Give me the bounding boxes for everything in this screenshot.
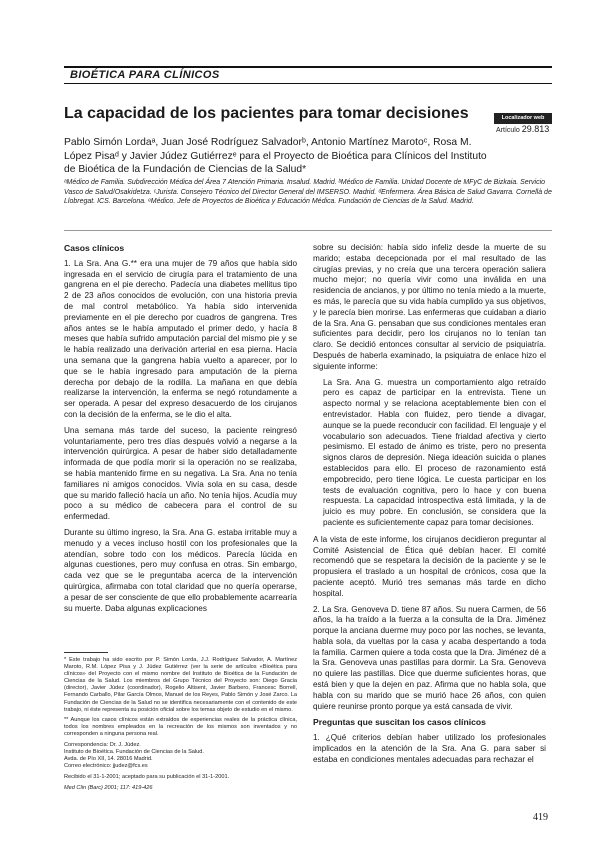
section-label: BIOÉTICA PARA CLÍNICOS (70, 69, 220, 81)
case-1-continuation: sobre su decisión: había sido infeliz desde la muerte de su marido; estaba decepcionada por el mal resultado de las cirugías previas, y no creía que una tercera operación saliera mucho mejor; no quería vivir como una inválida en una residencia de ancianos, y por último no tenía miedo a la muerte, es más, le parecía que su vida había cumplido ya sus objetivos, y le parecía bien morirse. Las enfermeras que cuidaban a diario de la Sra. Ana G. pensaban que sus condiciones mentales eran suficientes para decidir, pero los cirujanos no lo tenían tan claro. Se decidió entonces consultar al servicio de psiquiatría. Después de haberla examinado, la psiquiatra de enlace hizo el siguiente informe: (313, 243, 546, 371)
footnote-divider (64, 652, 108, 653)
affiliation-divider (64, 230, 552, 231)
psychiatry-report-quote: La Sra. Ana G. muestra un comportamiento algo retraído pero es capaz de participar en la entrevista. Tiene un aspecto normal y se relaciona aceptablemente bien con el entrevistador. Habla con fluidez, pero tiende a divagar, aunque se la puede reconducir con facilidad. El lenguaje y el vocabulario son adecuados. Tiene frialdad afectiva y cierto pesimismo. El estado de ánimo es triste, pero no presenta signos claros de depresión. Niega ideación suicida o planes establecidos para ello. El proceso de razonamiento está empobrecido, pero tiene lógica. Le cuesta participar en los tests de evaluación cognitiva, pero lo hace y con buena respuesta. La capacidad introspectiva está limitada, y la de juicio es muy pobre. En conclusión, se considera que la paciente es suficientemente capaz para tomar decisiones. (323, 377, 546, 527)
questions-heading: Preguntas que suscitan los casos clínicos (313, 717, 486, 728)
web-locator-tag: Localizador web (494, 113, 552, 124)
case-1-paragraph: 1. La Sra. Ana G.** era una mujer de 79 años que había sido ingresada en el servicio de cirugía para el tratamiento de una gangrena en el pie derecho. Padecía una diabetes mellitus tipo 2 de 23 años conocidos de evolución, con una historia previa de mal control metabólico. Ya había sido intervenida previamente en el pie derecho por cuadros de gangrena. Tres años antes se le había amputado el primer dedo, y hacía 8 meses que había sufrido amputación parcial del mismo pie y se le había realizado una derivación arterial en esa pierna. Hacía una semana que la gangrena había vuelto a aparecer, por lo que se le había ingresado para amputación de la pierna derecha por debajo de la rodilla. La mañana en que debía realizarse la intervención, la enferma se negó rotundamente a ser operada. A pesar del expreso desacuerdo de los cirujanos con la decisión de la enferma, se le dio el alta. (64, 258, 297, 419)
web-locator-code: 29.813 (521, 124, 550, 134)
left-column (64, 243, 297, 619)
footnote: * Este trabajo ha sido escrito por P. Simón Lorda, J.J. Rodríguez Salvador, A. Martínez Maroto, R.M. López Pisa y J. Júdez Gutiérrez (ver la serie de artículos «Bioética para clínicos» del Proyecto con el mismo nombre del Instituto de Bioética de la Fundación de Ciencias de la Salud. Los miembros del Grupo Técnico del Proyecto son: Diego Gracia (director), Javier Júdez (coordinador), Rogelio Altisent, Javier Barbero, Francesc Borrell, Fernando Carballo, Pilar García Olmos, Manuel de los Reyes, Pablo Simón y José Zarco. La Fundación de Ciencias de la Salud no se identifica necesariamente con el contenido de este trabajo, ni éste representa su posición oficial sobre los temas objeto de estudio en el mismo. (64, 657, 297, 713)
correspondence-line: Avda. de Pío XII, 14. 28016 Madrid. (64, 756, 153, 763)
right-column (313, 243, 546, 771)
correspondence-line: Correspondencia: Dr. J. Júdez. (64, 742, 141, 749)
case-2-paragraph: 2. La Sra. Genoveva D. tiene 87 años. Su nuera Carmen, de 56 años, la ha traído a la fuerza a la consulta de la Dra. Jiménez porque la anciana duerme muy poco por las noches, se levanta, habla sola, da vueltas por la casa y acaba despertando a toda la familia. Carmen quiere a toda costa que la Dra. Jiménez dé a la Sra. Genoveva unas pastillas para dormir. La Sra. Genoveva no quiere las pastillas. Dice que duerme suficientes horas, que está bien y que la dejen en paz. Afirma que no habla sola, que habla con su marido que se murió hace 26 años, con quien quiere reunirse pronto porque ya está cansada de vivir. (313, 604, 546, 711)
page-number: 419 (533, 812, 548, 823)
case-1-paragraph: Durante su último ingreso, la Sra. Ana G. estaba irritable muy a menudo y a veces incluso hostil con los profesionales que la atendían, sobre todo con los médicos. Parecía lúcida en algunas cuestiones, pero muy confusa en otras. Sin embargo, cada vez que se le preguntaba acerca de la intervención quirúrgica, afirmaba con total claridad que no quería operarse, a pesar de ser consciente de que ello probablemente acarrearía su muerte. Daba algunas explicaciones (64, 527, 297, 613)
cases-heading: Casos clínicos (64, 243, 125, 253)
header-rule-bottom (64, 83, 552, 84)
received-date: Recibido el 31-1-2001; aceptado para su publicación el 31-1-2001. (64, 774, 230, 781)
case-1-paragraph: Una semana más tarde del suceso, la paciente reingresó voluntariamente, pero tres días después volvió a negarse a la intervención quirúrgica. A pesar de haber sido detalladamente informada de que podía morir si la operación no se realizaba, se había mantenido firme en su negativa. La Sra. Ana no tenía familiares ni amigos conocidos. Vivía sola en su casa, desde que su marido falleció hacía un año. No tenía hijos. Acudía muy poco a su médico de cabecera para el control de su enfermedad. (64, 425, 297, 522)
web-locator-ref (494, 124, 552, 136)
question-1-paragraph: 1. ¿Qué criterios debían haber utilizado los profesionales implicados en la atención de la Sra. Ana G. para saber si estaba en condiciones mentales adecuadas para rechazar el (313, 733, 546, 764)
author-list: Pablo Simón Lordaᵃ, Juan José Rodríguez Salvadorᵇ, Antonio Martínez Marotoᶜ, Rosa M. López Pisaᵈ y Javier Júdez Gutiérrezᵉ para el Proyecto de Bioética para Clínicos del Instituto de Bioética de la Fundación de Ciencias de la Salud* (64, 137, 487, 175)
footnotes (64, 657, 297, 795)
correspondence-line: Instituto de Bioética. Fundación de Ciencias de la Salud. (64, 749, 204, 756)
section-header (64, 66, 552, 84)
citation-text: Med Clin (Barc) 2001; 117: 419-426 (64, 784, 153, 791)
web-locator-badge (494, 113, 552, 137)
affiliations: ᵃMédico de Familia. Subdirección Médica del Área 7 Atención Primaria. Insalud. Madrid. ᵇMédico de Familia. Unidad Docente de MFyC de Bizkaia. Servicio Vasco de Salud/Osakidetza. ᶜJurista. Consejero Técnico del Director General del IMSERSO. Madrid. ᵈEnfermera. Área Básica de Salud Gavarra. Cornellà de Llobregat. ICS. Barcelona. ᵉMédico. Jefe de Proyectos de Bioética y Educación Médica. Fundación de Ciencias de la Salud. Madrid. (64, 179, 552, 205)
correspondence-block (64, 742, 297, 770)
correspondence-email: Correo electrónico: jjudez@fcs.es (64, 763, 148, 770)
case-1-outcome: A la vista de este informe, los cirujanos decidieron preguntar al Comité Asistencial de Ética qué debían hacer. El comité recomendó que se respetara la decisión de la paciente y se le propusiera el traslado a un hospital de crónicos, cosa que la paciente aceptó. Murió tres semanas más tarde en dicho hospital. (313, 534, 546, 598)
web-locator-prefix: Artículo (496, 127, 520, 134)
article-title: La capacidad de los pacientes para tomar decisiones (64, 105, 469, 122)
journal-citation (64, 785, 297, 792)
footnote: ** Aunque los casos clínicos están extraídos de experiencias reales de la práctica clínica, todos los nombres empleados en la recreación de los mismos son inventados y no corresponden a ninguna persona real. (64, 716, 297, 737)
